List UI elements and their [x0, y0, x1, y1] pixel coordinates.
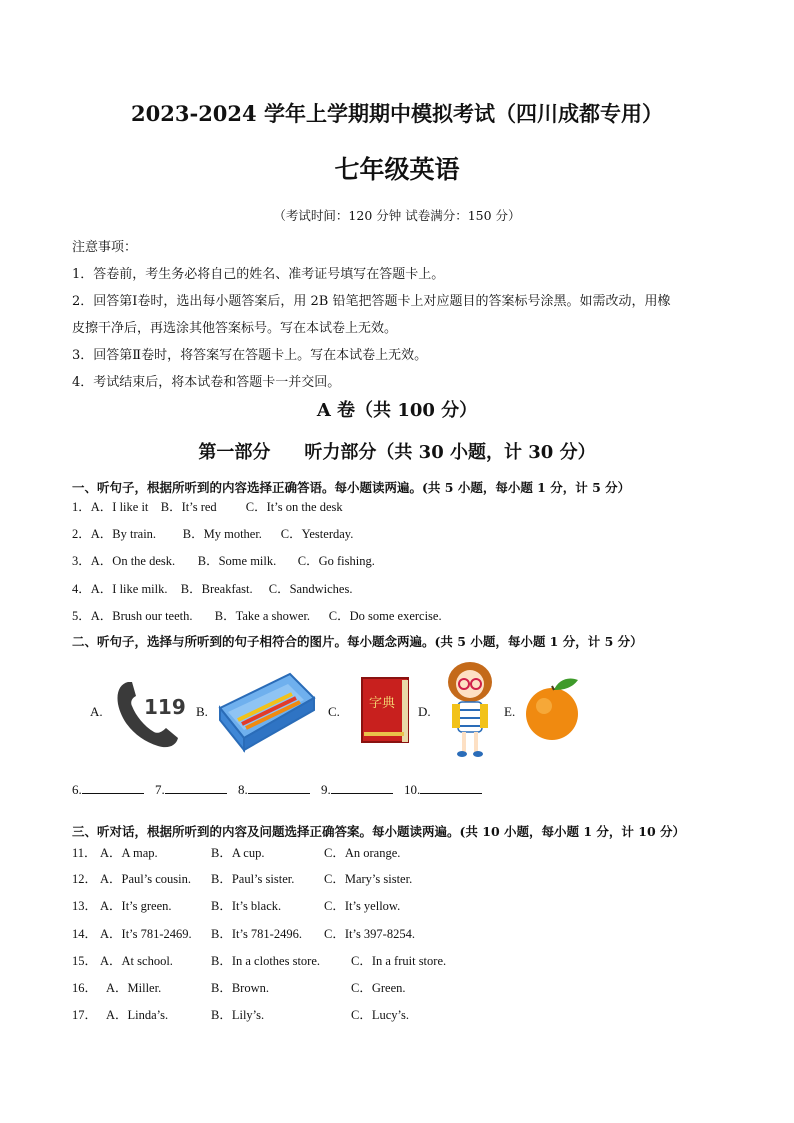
- option-b: B．In a clothes store.: [211, 954, 321, 968]
- option-c: C．Go fishing.: [297, 554, 375, 568]
- question-row: [72, 497, 343, 515]
- question-number: 5．: [72, 609, 91, 623]
- picture-label-b: B.: [196, 704, 208, 719]
- part-one-heading: [0, 438, 794, 464]
- option-c: C．It’s on the desk: [245, 500, 343, 514]
- note-item: 1．答卷前，考生务必将自己的姓名、准考证号填写在答题卡上。: [72, 267, 445, 282]
- option-b: B．My mother.: [182, 527, 262, 541]
- option-c: C．It’s yellow.: [324, 899, 401, 913]
- pencil-box-icon: [216, 668, 316, 754]
- picture-options: [90, 668, 610, 768]
- option-c: C．It’s 397-8254.: [324, 927, 415, 941]
- question-row: [72, 524, 353, 542]
- option-a: A．A map.: [100, 846, 158, 860]
- option-a: A．At school.: [100, 954, 173, 968]
- question-number: 4．: [72, 582, 91, 596]
- picture-label-d: D.: [418, 704, 431, 719]
- question-row: [72, 924, 415, 942]
- option-c: C．Sandwiches.: [268, 582, 353, 596]
- blank-number: 8.: [238, 782, 248, 797]
- orange-fruit-icon: [524, 674, 584, 744]
- option-b: B．Take a shower.: [214, 609, 311, 623]
- question-number: 17．: [72, 1008, 98, 1022]
- answer-blank[interactable]: [165, 780, 227, 794]
- question-number: 3．: [72, 554, 91, 568]
- option-a: A．Paul’s cousin.: [100, 872, 191, 886]
- note-item: 皮擦干净后，再选涂其他答案标号。写在本试卷上无效。: [72, 321, 398, 336]
- option-a: A．Miller.: [106, 981, 162, 995]
- blank-number: 10.: [404, 782, 421, 797]
- option-a: A．Linda’s.: [106, 1008, 169, 1022]
- option-b: B．It’s red: [160, 500, 217, 514]
- option-b: B．It’s 781-2496.: [211, 927, 302, 941]
- option-c: C．Yesterday.: [280, 527, 354, 541]
- question-number: 14．: [72, 927, 98, 941]
- phone-number-text: 119: [144, 695, 186, 719]
- question-row: [72, 951, 446, 969]
- option-a: A．By train.: [90, 527, 157, 541]
- question-row: [72, 843, 400, 861]
- notes-block: [72, 234, 722, 396]
- girl-with-glasses-icon: [442, 660, 498, 760]
- question-row: [72, 551, 375, 569]
- question-number: 16．: [72, 981, 98, 995]
- option-c: C．Mary’s sister.: [324, 872, 413, 886]
- answer-blank[interactable]: [420, 780, 482, 794]
- subject-title: 七年级英语: [334, 155, 460, 184]
- option-b: B．Some milk.: [197, 554, 277, 568]
- exam-info: （考试时间：120 分钟 试卷满分：150 分）: [273, 208, 521, 223]
- option-c: C．An orange.: [324, 846, 401, 860]
- answer-blanks: [72, 780, 490, 798]
- part-one-title: 听力部分（共 30 小题，计 30 分）: [304, 442, 596, 463]
- exam-title: 2023-2024 学年上学期期中模拟考试（四川成都专用）: [131, 101, 663, 126]
- question-number: 15．: [72, 954, 98, 968]
- question-number: 2．: [72, 527, 91, 541]
- picture-label-a: A.: [90, 704, 103, 719]
- blank-number: 6.: [72, 782, 82, 797]
- telephone-119-icon: [114, 676, 192, 750]
- section-2-title: 二、听句子，选择与所听到的句子相符合的图片。每小题念两遍。(共 5 小题，每小题 1 分，计 5 分）: [72, 634, 643, 649]
- question-row: [72, 606, 442, 624]
- option-b: B．Breakfast.: [180, 582, 253, 596]
- note-item: 2．回答第Ⅰ卷时，选出每小题答案后，用 2B 铅笔把答题卡上对应题目的答案标号涂黑。如需改动，用橡: [72, 294, 671, 309]
- section-1-title: 一、听句子，根据所听到的内容选择正确答语。每小题读两遍。(共 5 小题，每小题 1 分，计 5 分）: [72, 480, 631, 495]
- option-c: C．Green.: [351, 981, 406, 995]
- picture-label-e: E.: [504, 704, 516, 719]
- option-a: A．On the desk.: [90, 554, 176, 568]
- question-number: 12．: [72, 872, 98, 886]
- question-row: [72, 869, 412, 887]
- part-one-label: 第一部分: [198, 442, 271, 463]
- blank-number: 7.: [155, 782, 165, 797]
- option-a: A．I like milk.: [90, 582, 168, 596]
- part-a-heading: A 卷（共 100 分）: [316, 400, 478, 421]
- option-b: B．Paul’s sister.: [211, 872, 295, 886]
- dictionary-text: 字典: [369, 696, 396, 711]
- option-a: A．I like it: [90, 500, 149, 514]
- dictionary-icon: [360, 676, 412, 746]
- option-b: B．It’s black.: [211, 899, 282, 913]
- notes-heading: 注意事项：: [72, 240, 138, 255]
- option-c: C．Lucy’s.: [351, 1008, 409, 1022]
- option-b: B．A cup.: [211, 846, 265, 860]
- note-item: 4．考试结束后，将本试卷和答题卡一并交回。: [72, 375, 341, 390]
- picture-label-c: C.: [328, 704, 340, 719]
- option-b: B．Brown.: [211, 981, 269, 995]
- question-number: 11．: [72, 846, 97, 860]
- option-b: B．Lily’s.: [211, 1008, 265, 1022]
- blank-number: 9.: [321, 782, 331, 797]
- answer-blank[interactable]: [82, 780, 144, 794]
- option-c: C．In a fruit store.: [351, 954, 447, 968]
- section-3-title: 三、听对话，根据所听到的内容及问题选择正确答案。每小题读两遍。(共 10 小题，每小题 1 分，计 10 分）: [72, 824, 686, 839]
- answer-blank[interactable]: [248, 780, 310, 794]
- question-row: [72, 978, 406, 996]
- question-number: 13．: [72, 899, 98, 913]
- note-item: 3．回答第Ⅱ卷时，将答案写在答题卡上。写在本试卷上无效。: [72, 348, 428, 363]
- question-row: [72, 896, 400, 914]
- answer-blank[interactable]: [331, 780, 393, 794]
- question-row: [72, 1005, 409, 1023]
- option-a: A．It’s 781-2469.: [100, 927, 192, 941]
- question-row: [72, 579, 352, 597]
- option-a: A．It’s green.: [100, 899, 172, 913]
- question-number: 1．: [72, 500, 91, 514]
- option-c: C．Do some exercise.: [328, 609, 442, 623]
- option-a: A．Brush our teeth.: [90, 609, 193, 623]
